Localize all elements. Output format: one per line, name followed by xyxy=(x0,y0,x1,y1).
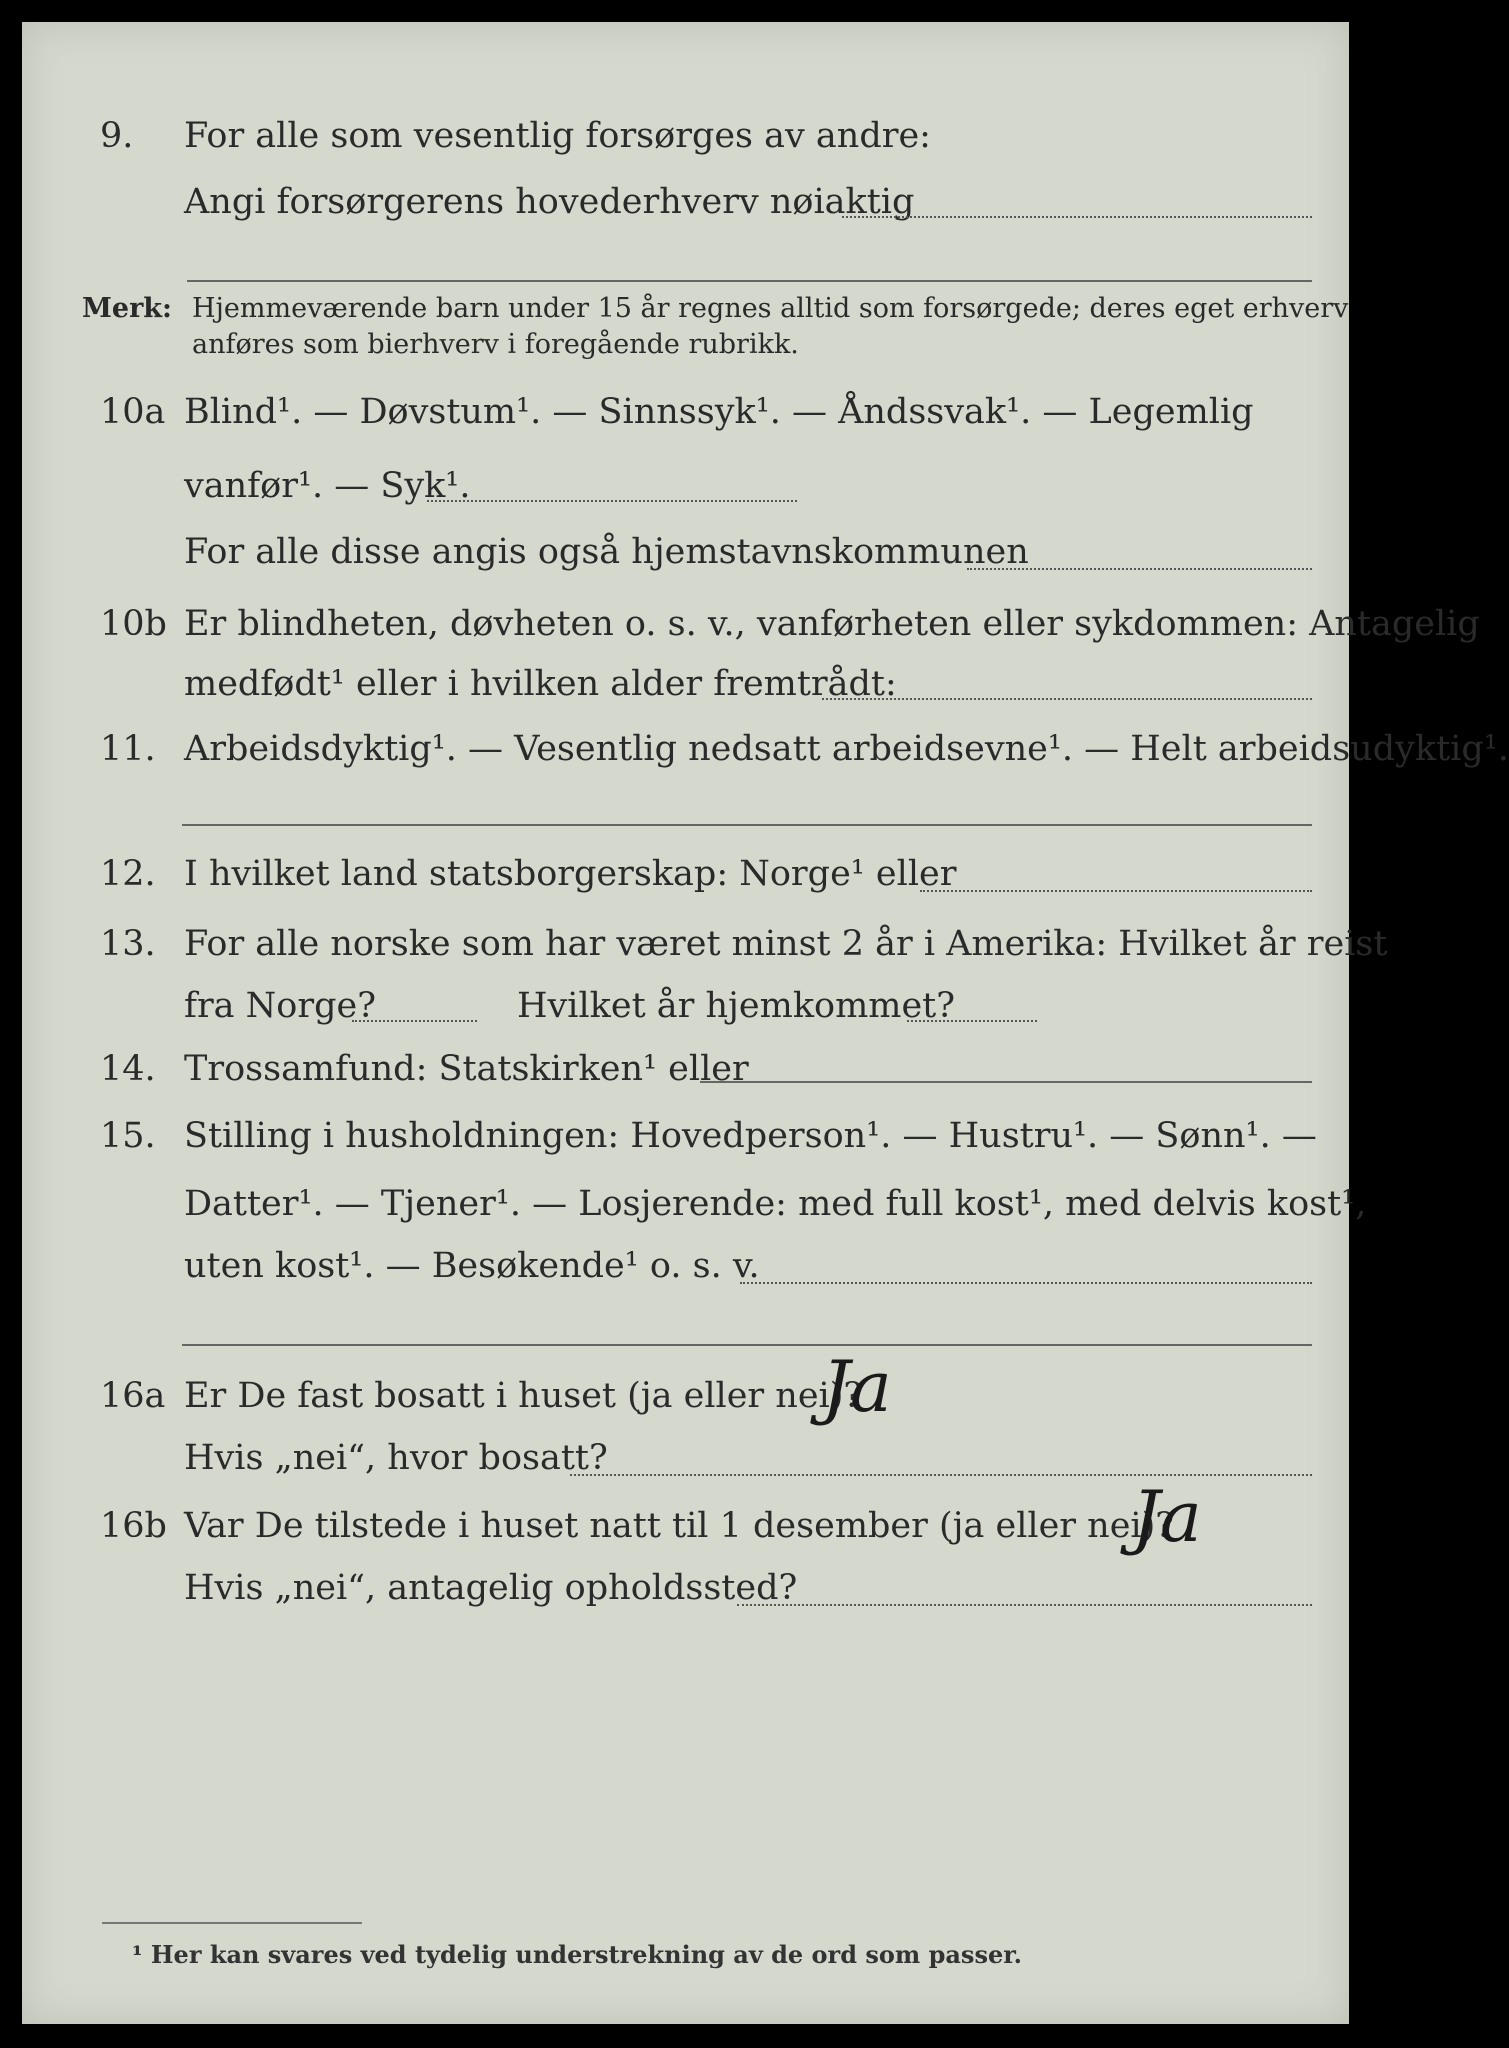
item-number: 11. xyxy=(100,729,156,769)
answer-line[interactable] xyxy=(427,500,797,502)
question-text: Var De tilstede i huset natt til 1 desember (ja eller nei)? xyxy=(184,1506,1175,1546)
question-text: Hvis „nei“, antagelig opholdssted? xyxy=(184,1568,798,1608)
question-text: fra Norge? xyxy=(184,986,376,1026)
answer-line[interactable] xyxy=(187,280,1312,282)
question-text: Datter¹. — Tjener¹. — Losjerende: med full kost¹, med delvis kost¹, xyxy=(184,1184,1367,1224)
answer-line[interactable] xyxy=(700,1081,1312,1083)
item-number: 16a xyxy=(100,1376,166,1416)
note-text: Hjemmeværende barn under 15 år regnes alltid som forsørgede; deres eget erhverv xyxy=(192,293,1349,324)
question-text: Er blindheten, døvheten o. s. v., vanførheten eller sykdommen: Antagelig xyxy=(184,604,1480,644)
question-text: vanfør¹. — Syk¹. xyxy=(184,466,471,506)
answer-line[interactable] xyxy=(737,1604,1312,1606)
question-text: For alle disse angis også hjemstavnskommunen xyxy=(184,532,1029,572)
question-text: For alle som vesentlig forsørges av andre: xyxy=(184,116,931,156)
question-text: medfødt¹ eller i hvilken alder fremtrådt: xyxy=(184,664,897,704)
question-text: Hvilket år hjemkommet? xyxy=(517,986,956,1026)
answer-line[interactable] xyxy=(842,216,1312,218)
answer-line[interactable] xyxy=(182,1344,1312,1346)
answer-line[interactable] xyxy=(907,1020,1037,1022)
item-number: 15. xyxy=(100,1116,156,1156)
item-number: 16b xyxy=(100,1506,167,1546)
note-label: Merk: xyxy=(82,293,172,324)
question-text: Trossamfund: Statskirken¹ eller xyxy=(184,1049,749,1089)
question-text: Er De fast bosatt i huset (ja eller nei)? xyxy=(184,1376,863,1416)
question-text: uten kost¹. — Besøkende¹ o. s. v. xyxy=(184,1246,760,1286)
item-number: 10a xyxy=(100,392,166,432)
question-text: For alle norske som har været minst 2 år i Amerika: Hvilket år reist xyxy=(184,924,1388,964)
handwritten-answer: Ja xyxy=(822,1346,892,1428)
item-number: 9. xyxy=(100,116,134,156)
answer-line[interactable] xyxy=(740,1282,1312,1284)
item-number: 13. xyxy=(100,924,156,964)
form-page xyxy=(22,22,1509,2024)
footnote-divider xyxy=(102,1922,362,1924)
item-number: 12. xyxy=(100,854,156,894)
answer-line[interactable] xyxy=(967,568,1312,570)
item-number: 14. xyxy=(100,1049,156,1089)
footnote: ¹ Her kan svares ved tydelig understrekning av de ord som passer. xyxy=(132,1940,1023,1969)
answer-line[interactable] xyxy=(182,824,1312,826)
question-text: Stilling i husholdningen: Hovedperson¹. — Hustru¹. — Sønn¹. — xyxy=(184,1116,1317,1156)
handwritten-answer: Ja xyxy=(1132,1476,1202,1558)
note-text: anføres som bierhverv i foregående rubrikk. xyxy=(192,329,799,360)
answer-line[interactable] xyxy=(822,698,1312,700)
question-text: I hvilket land statsborgerskap: Norge¹ eller xyxy=(184,854,957,894)
answer-line[interactable] xyxy=(352,1020,477,1022)
question-text: Blind¹. — Døvstum¹. — Sinnssyk¹. — Åndssvak¹. — Legemlig xyxy=(184,392,1254,432)
question-text: Arbeidsdyktig¹. — Vesentlig nedsatt arbeidsevne¹. — Helt arbeidsudyktig¹. xyxy=(184,729,1509,769)
question-text: Angi forsørgerens hovederhverv nøiaktig xyxy=(184,182,915,222)
answer-line[interactable] xyxy=(920,890,1312,892)
item-number: 10b xyxy=(100,604,167,644)
question-text: Hvis „nei“, hvor bosatt? xyxy=(184,1438,608,1478)
